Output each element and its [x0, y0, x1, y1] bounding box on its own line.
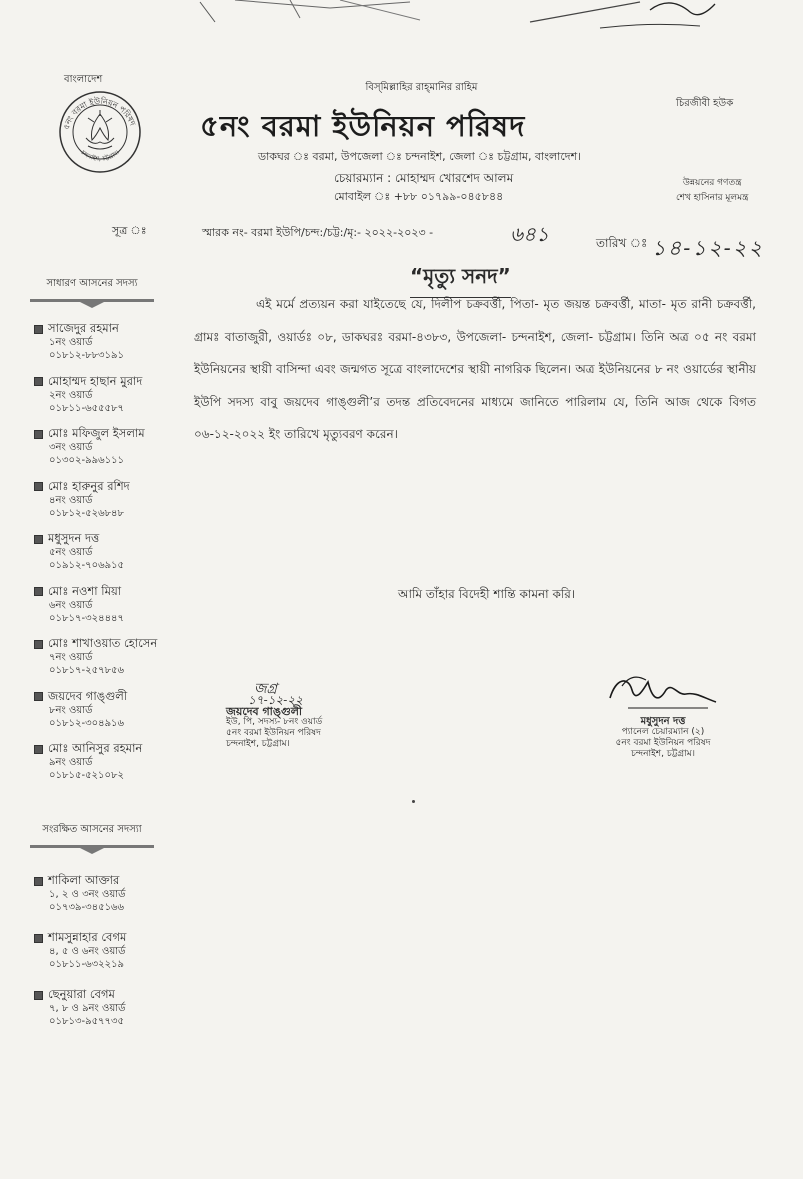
member-name: মোঃ শাখাওয়াত হোসেন — [48, 636, 158, 650]
mobile-line: মোবাইল ঃ +৮৮ ০১৭৯৯-০৪৫৮৪৪ — [334, 190, 504, 203]
member-entry — [34, 375, 204, 415]
member-entry — [34, 874, 204, 914]
member-ward: ৮নং ওয়ার্ড — [49, 704, 93, 716]
bullet-square-icon — [34, 535, 43, 544]
member-phone: ০১৯১২-৭০৬৯১৫ — [49, 560, 125, 571]
bullet-square-icon — [34, 640, 43, 649]
chairman-signature-block — [588, 668, 738, 760]
bismillah-line: বিস্‌মিল্লাহির রাহ্‌মানির রাহিম — [365, 82, 478, 93]
motto — [676, 176, 748, 206]
memo-number-handwritten: ৬৪১ — [510, 222, 549, 246]
member-name: জয়দেব গাঙ্গুলী — [48, 688, 128, 703]
member-ward: ১, ২ ও ৩নং ওয়ার্ড — [49, 889, 126, 900]
signature-scrawl — [588, 668, 738, 712]
member-ward: ৯নং ওয়ার্ড — [49, 757, 93, 768]
reserved-members-heading — [30, 822, 154, 848]
member-phone: ০১৮১১-৬৫৫৫৮৭ — [49, 402, 125, 414]
signatory-role: ইউ, পি, সদস্য- ৮নং ওয়ার্ড — [226, 717, 323, 727]
member-name: ছেনুয়ারা বেগম — [48, 987, 115, 1001]
bullet-square-icon — [34, 587, 43, 596]
general-members-heading — [30, 276, 154, 302]
member-ward: ১নং ওয়ার্ড — [49, 337, 93, 348]
member-entry — [34, 480, 204, 520]
motto-line-2: শেখ হাসিনার মূলমন্ত্র — [676, 193, 749, 203]
member-name: মোঃ নওশা মিয়া — [48, 583, 122, 598]
member-phone: ০১৮১৫-৫২১০৮২ — [49, 770, 125, 781]
member-entry — [34, 532, 204, 572]
member-signature-block — [226, 681, 323, 750]
svg-text:চন্দনাইশ, চট্টগ্রাম। — [79, 149, 121, 163]
member-phone: ০১৮১২-৫২৬৮৪৮ — [49, 507, 125, 519]
date-handwritten: ১৪-১২-২২ — [652, 236, 765, 260]
date-label: তারিখ ঃ — [596, 236, 648, 250]
heading-divider — [30, 845, 154, 848]
member-name: মোঃ হারুনুর রশিদ — [48, 478, 130, 493]
member-phone: ০১৮১১-৬৩২২১৯ — [49, 959, 125, 970]
certificate-body: এই মর্মে প্রত্যয়ন করা যাইতেছে যে, দিলীপ চক্রবর্ত্তী, পিতা- মৃত জয়ন্ত চক্রবর্ত্তী, মাতা- মৃত রানী চক্রবর্ত্তী, গ্রামঃ বাতাজুরী, ওয়ার্ডঃ ০৮, ডাকঘরঃ বরমা-৪৩৮৩, উপজেলা- চন্দনাইশ, জেলা- চট্টগ্রাম। তিনি অত্র ০৫ নং বরমা ইউনিয়নের স্থায়ী বাসিন্দা এবং জন্মগত সূত্রে বাংলাদেশের স্থায়ী নাগরিক ছিলেন। অত্র ইউনিয়নের ৮ নং ওয়ার্ডের স্থানীয় ইউপি সদস্য বাবু জয়দেব গাঙ্গুলী’র তদন্ত প্রতিবেদনের মাধ্যমে জানিতে পারিলাম যে, তিনি আজ থেকে বিগত ০৬-১২-২০২২ ইং তারিখে মৃত্যুবরণ করেন। — [194, 297, 756, 441]
stray-dot — [412, 800, 415, 803]
member-ward: ৬নং ওয়ার্ড — [49, 599, 93, 611]
bullet-square-icon — [34, 482, 43, 491]
bullet-square-icon — [34, 430, 43, 439]
member-phone: ০১৭৩৯-৩৪৫১৬৬ — [49, 902, 125, 913]
member-entry — [34, 931, 204, 971]
bullet-square-icon — [34, 991, 43, 1000]
member-name: মোঃ আনিসুর রহমান — [48, 741, 143, 755]
certificate-title-text: “মৃত্যু সনদ” — [410, 264, 511, 288]
seal-bottom-text: চন্দনাইশ, চট্টগ্রাম। — [79, 149, 121, 163]
member-phone: ০১৮১২-৩০৪৯১৬ — [49, 717, 125, 729]
bullet-square-icon — [34, 325, 43, 334]
organization-address: ডাকঘর ঃ বরমা, উপজেলা ঃ চন্দনাইশ, জেলা ঃ চট্টগ্রাম, বাংলাদেশ। — [258, 150, 582, 163]
member-phone: ০১৮১২-৮৮৩১৯১ — [49, 350, 125, 361]
reserved-members-heading-text: সংরক্ষিত আসনের সদস্যা — [42, 824, 142, 835]
member-ward: ৪নং ওয়ার্ড — [49, 494, 93, 506]
motto-line-1: উন্নয়নের গণতন্ত্র — [682, 178, 742, 188]
union-seal-emblem — [58, 90, 142, 174]
member-entry — [34, 742, 204, 782]
signature-date: ১৭-১২-২২ — [248, 693, 303, 707]
member-entry — [34, 322, 204, 362]
heading-divider — [30, 299, 154, 302]
signatory-org: ৫নং বরমা ইউনিয়ন পরিষদ — [615, 738, 711, 748]
member-entry — [34, 585, 204, 625]
member-name: মধুসুদন দত্ত — [48, 531, 100, 545]
bullet-square-icon — [34, 877, 43, 886]
signatory-place: চন্দনাইশ, চট্টগ্রাম। — [631, 749, 695, 759]
signatory-name: জয়দেব গাঙ্গুলী — [226, 705, 303, 718]
member-phone: ০১৮১৭-২৫৭৮৫৬ — [49, 665, 125, 676]
member-name: মোহাম্মদ হাছান মুরাদ — [48, 373, 143, 388]
member-ward: ৫নং ওয়ার্ড — [49, 547, 93, 558]
member-ward: ৪, ৫ ও ৬নং ওয়ার্ড — [49, 946, 126, 957]
member-ward: ৩নং ওয়ার্ড — [49, 442, 93, 453]
country-label: বাংলাদেশ — [64, 74, 103, 85]
member-ward: ৭নং ওয়ার্ড — [49, 652, 93, 663]
member-phone: ০১৮১৭-৩২৪৪৪৭ — [49, 612, 125, 624]
general-members-heading-text: সাধারণ আসনের সদস্য — [46, 278, 138, 289]
member-name: সাজেদুর রহমান — [48, 321, 119, 335]
member-entry — [34, 690, 204, 730]
organization-name: ৫নং বরমা ইউনিয়ন পরিষদ — [200, 109, 526, 143]
bullet-square-icon — [34, 934, 43, 943]
bullet-square-icon — [34, 692, 43, 701]
member-ward: ২নং ওয়ার্ড — [49, 389, 93, 401]
signature-initials: জগ্র — [254, 681, 278, 697]
member-phone: ০১৮১৩-৯৫৭৭৩৫ — [49, 1016, 125, 1027]
bullet-square-icon — [34, 377, 43, 386]
signatory-name: মধুসুদন দত্ত — [640, 716, 686, 727]
signatory-role: প্যানেল চেয়ারম্যান (২) — [621, 727, 705, 737]
condolence-line: আমি তাঁহার বিদেহী শান্তি কামনা করি। — [398, 587, 576, 601]
memo-number-label: স্মারক নং- বরমা ইউপি/চন্দ:/চট্ট:/মৃ:- ২০২২-২০২৩ - — [202, 226, 434, 239]
member-name: শামসুন্নাহার বেগম — [48, 930, 127, 944]
member-entry — [34, 637, 204, 677]
reference-label: সূত্র ঃ — [112, 224, 147, 237]
signatory-place: চন্দনাইশ, চট্টগ্রাম। — [226, 739, 290, 749]
member-ward: ৭, ৮ ও ৯নং ওয়ার্ড — [49, 1003, 126, 1014]
member-name: মোঃ মফিজুল ইসলাম — [48, 426, 145, 440]
chairman-line: চেয়ারম্যান : মোহাম্মদ খোরশেদ আলম — [334, 171, 514, 185]
seal-ring-text: ৫নং বরমা ইউনিয়ন পরিষদ — [61, 96, 138, 131]
top-edge-scribble — [0, 0, 803, 40]
member-phone: ০১৩০২-৯৯৬১১১ — [49, 455, 125, 466]
signatory-org: ৫নং বরমা ইউনিয়ন পরিষদ — [226, 728, 321, 738]
member-entry — [34, 988, 204, 1028]
bullet-square-icon — [34, 745, 43, 754]
slogan-long-live: চিরজীবী হউক — [676, 98, 734, 109]
member-name: শাকিলা আক্তার — [48, 873, 120, 887]
member-entry — [34, 427, 204, 467]
